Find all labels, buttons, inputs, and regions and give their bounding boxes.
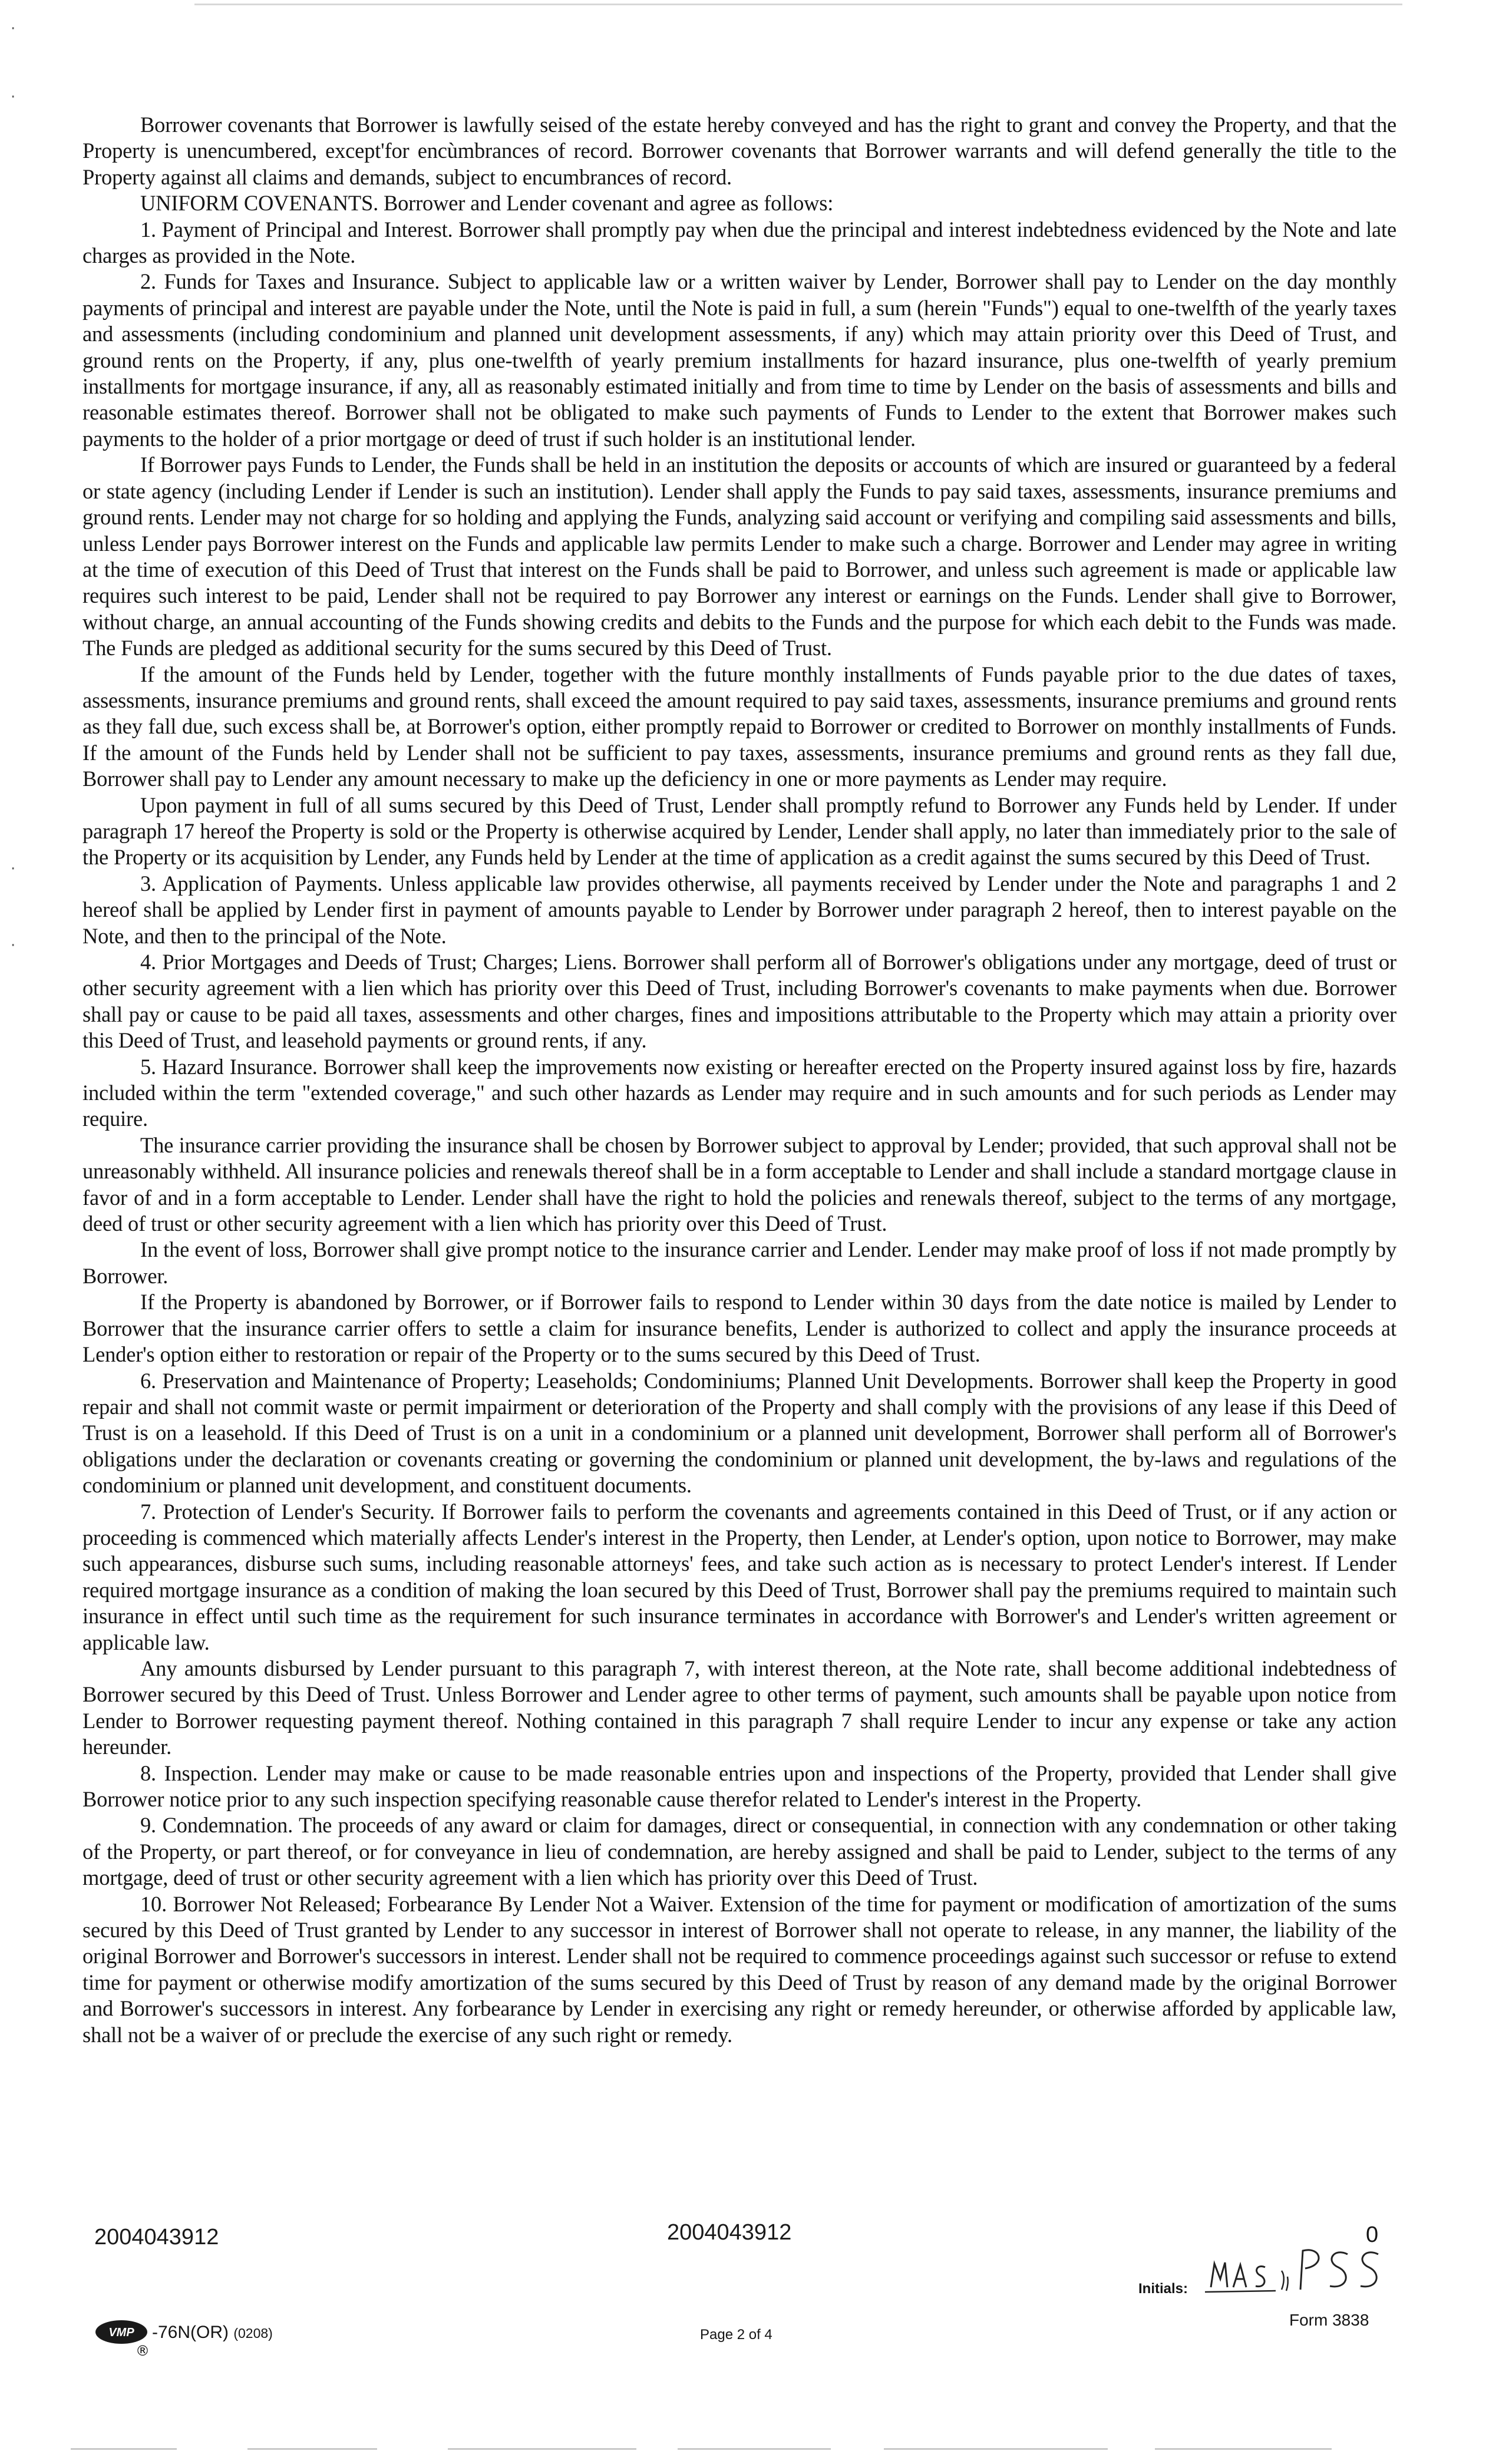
paragraph-1: 1. Payment of Principal and Interest. Borrower shall promptly pay when due the principal and interest indebtedness evidenced by the Note and late charges as provided in the Note. — [82, 217, 1396, 268]
form-code — [152, 2323, 273, 2343]
scan-mark: · — [11, 860, 16, 878]
paragraph-6: 6. Preservation and Maintenance of Property; Leaseholds; Condominiums; Planned Unit Developments. Borrower shall keep the Property in good repair and shall not commit waste or permit impairment or deterioration of the Property and shall comply with the provisions of any lease if this Deed of Trust is on a leasehold. If this Deed of Trust is on a unit in a condominium or a planned unit development, Borrower shall perform all of Borrower's obligations under the declaration or covenants creating or governing the condominium or planned unit development, the by-laws and regulations of the condominium or planned unit development, and constituent documents. — [82, 1368, 1396, 1498]
form-code-date: (0208) — [233, 2326, 273, 2341]
paragraph-5-loss: In the event of loss, Borrower shall give prompt notice to the insurance carrier and Lender. Lender may make proof of loss if not made promptly by Borrower. — [82, 1237, 1396, 1288]
paragraph-5-carrier: The insurance carrier providing the insurance shall be chosen by Borrower subject to approval by Lender; provided, that such approval shall not be unreasonably withheld. All insurance policies and renewals thereof shall be in a form acceptable to Lender and shall include a standard mortgage clause in favor of and in a form acceptable to Lender. Lender shall have the right to hold the policies and renewals thereof, subject to the terms of any mortgage, deed of trust or other security agreement with a lien which has priority over this Deed of Trust. — [82, 1132, 1396, 1236]
paragraph-8: 8. Inspection. Lender may make or cause to be made reasonable entries upon and inspections of the Property, provided that Lender shall give Borrower notice prior to any such inspection specifying reasonable cause therefor related to Lender's interest in the Property. — [82, 1761, 1396, 1811]
bottom-scan-line — [884, 2448, 1108, 2450]
form-code-text: -76N(OR) — [152, 2323, 229, 2342]
paragraph-2: 2. Funds for Taxes and Insurance. Subject to applicable law or a written waiver by Lender, Borrower shall pay to Lender on the day monthly payments of principal and interest are payable under the Note, until the Note is paid in full, a sum (herein "Funds") equal to one-twelfth of the yearly taxes and assessments (including condominium and planned unit development assessments, if any) which may attain priority over this Deed of Trust, and ground rents on the Property, if any, plus one-twelfth of yearly premium installments for hazard insurance, plus one-twelfth of yearly premium installments for mortgage insurance, if any, all as reasonably estimated initially and from time to time by Lender on the basis of assessments and bills and reasonable estimates thereof. Borrower shall not be obligated to make such payments of Funds to Lender to the extent that Borrower makes such payments to the holder of a prior mortgage or deed of trust if such holder is an institutional lender. — [82, 269, 1396, 451]
scan-mark: · — [11, 937, 16, 954]
paragraph-2-refund: Upon payment in full of all sums secured by this Deed of Trust, Lender shall promptly refund to Borrower any Funds held by Lender. If under paragraph 17 hereof the Property is sold or the Property is otherwise acquired by Lender, Lender shall apply, no later than immediately prior to the sale of the Property or its acquisition by Lender, any Funds held by Lender at the time of application as a credit against the sums secured by this Deed of Trust. — [82, 792, 1396, 870]
paragraph-covenants: Borrower covenants that Borrower is lawfully seised of the estate hereby conveyed and has the right to grant and convey the Property, and that the Property is unencumbered, except'for encùmbrances of record. Borrower covenants that Borrower warrants and will defend generally the title to the Property against all claims and demands, subject to encumbrances of record. — [82, 113, 1396, 189]
paragraph-9: 9. Condemnation. The proceeds of any award or claim for damages, direct or consequential, in connection with any condemnation or other taking of the Property, or part thereof, or for conveyance in lieu of condemnation, are hereby assigned and shall be paid to Lender, subject to the terms of any mortgage, deed of trust or other security agreement with a lien which has priority over this Deed of Trust. — [82, 1813, 1396, 1890]
paragraph-5: 5. Hazard Insurance. Borrower shall keep the improvements now existing or hereafter erected on the Property insured against loss by fire, hazards included within the term "extended coverage," and such other hazards as Lender may require and in such amounts and for such periods as Lender may require. — [82, 1054, 1396, 1131]
document-body — [82, 112, 1396, 2048]
bottom-scan-line — [247, 2448, 377, 2450]
paragraph-3: 3. Application of Payments. Unless applicable law provides otherwise, all payments received by Lender under the Note and paragraphs 1 and 2 hereof shall be applied by Lender first in payment of amounts payable to Lender by Borrower under paragraph 2 hereof, then to interest payable on the Note, and then to the principal of the Note. — [82, 871, 1396, 948]
paragraph-2-excess: If the amount of the Funds held by Lender, together with the future monthly installments of Funds payable prior to the due dates of taxes, assessments, insurance premiums and ground rents, shall exceed the amount required to pay said taxes, assessments, insurance premiums and ground rents as they fall due, such excess shall be, at Borrower's option, either promptly repaid to Borrower or credited to Borrower on monthly installments of Funds. If the amount of the Funds held by Lender shall not be sufficient to pay taxes, assessments, insurance premiums and ground rents as they fall due, Borrower shall pay to Lender any amount necessary to make up the deficiency in one or more payments as Lender may require. — [82, 662, 1396, 791]
initials-signature — [1199, 2233, 1394, 2298]
bottom-scan-line — [71, 2448, 177, 2450]
paragraph-4: 4. Prior Mortgages and Deeds of Trust; Charges; Liens. Borrower shall perform all of Borrower's obligations under any mortgage, deed of trust or other security agreement with a lien which has priority over this Deed of Trust, including Borrower's covenants to make payments when due. Borrower shall pay or cause to be paid all taxes, assessments and other charges, fines and impositions attributable to the Property which may attain a priority over this Deed of Trust, and leasehold payments or ground rents, if any. — [82, 950, 1396, 1053]
form-number: Form 3838 — [1289, 2311, 1369, 2329]
page-number-label: Page 2 of 4 — [700, 2327, 772, 2343]
bottom-scan-line — [1155, 2448, 1332, 2450]
paragraph-7: 7. Protection of Lender's Security. If Borrower fails to perform the covenants and agreements contained in this Deed of Trust, or if any action or proceeding is commenced which materially affects Lender's interest in the Property, then Lender, at Lender's option, upon notice to Borrower, may make such appearances, disburse such sums, including reasonable attorneys' fees, and take such action as is necessary to protect Lender's interest. If Lender required mortgage insurance as a condition of making the loan secured by this Deed of Trust, Borrower shall pay the premiums required to maintain such insurance in effect until such time as the requirement for such insurance terminates in accordance with Borrower's and Lender's written agreement or applicable law. — [82, 1499, 1396, 1654]
initials-label: Initials: — [1138, 2281, 1188, 2297]
paragraph-2-funds-held: If Borrower pays Funds to Lender, the Funds shall be held in an institution the deposits or accounts of which are insured or guaranteed by a federal or state agency (including Lender if Lender is such an institution). Lender shall apply the Funds to pay said taxes, assessments, insurance premiums and ground rents. Lender may not charge for so holding and applying the Funds, analyzing said account or verifying and compiling said assessments and bills, unless Lender pays Borrower interest on the Funds and applicable law permits Lender to make such a charge. Borrower and Lender may agree in writing at the time of execution of this Deed of Trust that interest on the Funds shall be paid to Borrower, and unless such agreement is made or applicable law requires such interest to be paid, Lender shall not be required to pay Borrower any interest or earnings on the Funds. Lender shall give to Borrower, without charge, an annual accounting of the Funds showing credits and debits to the Funds and the purpose for which each debit to the Funds was made. The Funds are pledged as additional security for the sums secured by this Deed of Trust. — [82, 452, 1396, 660]
document-number-center: 2004043912 — [667, 2220, 792, 2245]
scan-mark: · — [11, 20, 16, 38]
bottom-scan-line — [678, 2448, 831, 2450]
corner-mark: 0 — [1366, 2222, 1379, 2247]
top-scan-line — [194, 4, 1402, 5]
document-number-left: 2004043912 — [94, 2225, 219, 2250]
vmp-logo-icon — [94, 2318, 152, 2346]
paragraph-7-amounts: Any amounts disbursed by Lender pursuant to this paragraph 7, with interest thereon, at the Note rate, shall become additional indebtedness of Borrower secured by this Deed of Trust. Unless Borrower and Lender agree to other terms of payment, such amounts shall be payable upon notice from Lender to Borrower requesting payment thereof. Nothing contained in this paragraph 7 shall require Lender to incur any expense or take any action hereunder. — [82, 1656, 1396, 1759]
paragraph-5-abandoned: If the Property is abandoned by Borrower, or if Borrower fails to respond to Lender within 30 days from the date notice is mailed by Lender to Borrower that the insurance carrier offers to settle a claim for insurance benefits, Lender is authorized to collect and apply the insurance proceeds at Lender's option either to restoration or repair of the Property or to the sums secured by this Deed of Trust. — [82, 1290, 1396, 1367]
scan-mark: · — [11, 88, 16, 106]
registered-mark: ® — [136, 2343, 150, 2359]
paragraph-uniform-covenants: UNIFORM COVENANTS. Borrower and Lender covenant and agree as follows: — [140, 191, 834, 216]
svg-text:VMP: VMP — [108, 2326, 134, 2339]
paragraph-10: 10. Borrower Not Released; Forbearance By Lender Not a Waiver. Extension of the time for payment or modification of amortization of the sums secured by this Deed of Trust granted by Lender to any successor in interest of Borrower shall not operate to release, in any manner, the liability of the original Borrower and Borrower's successors in interest. Lender shall not be required to commence proceedings against such successor or refuse to extend time for payment or otherwise modify amortization of the sums secured by this Deed of Trust by reason of any demand made by the original Borrower and Borrower's successors in interest. Any forbearance by Lender in exercising any right or remedy hereunder, or otherwise afforded by applicable law, shall not be a waiver of or preclude the exercise of any such right or remedy. — [82, 1891, 1396, 2047]
bottom-scan-line — [448, 2448, 636, 2450]
